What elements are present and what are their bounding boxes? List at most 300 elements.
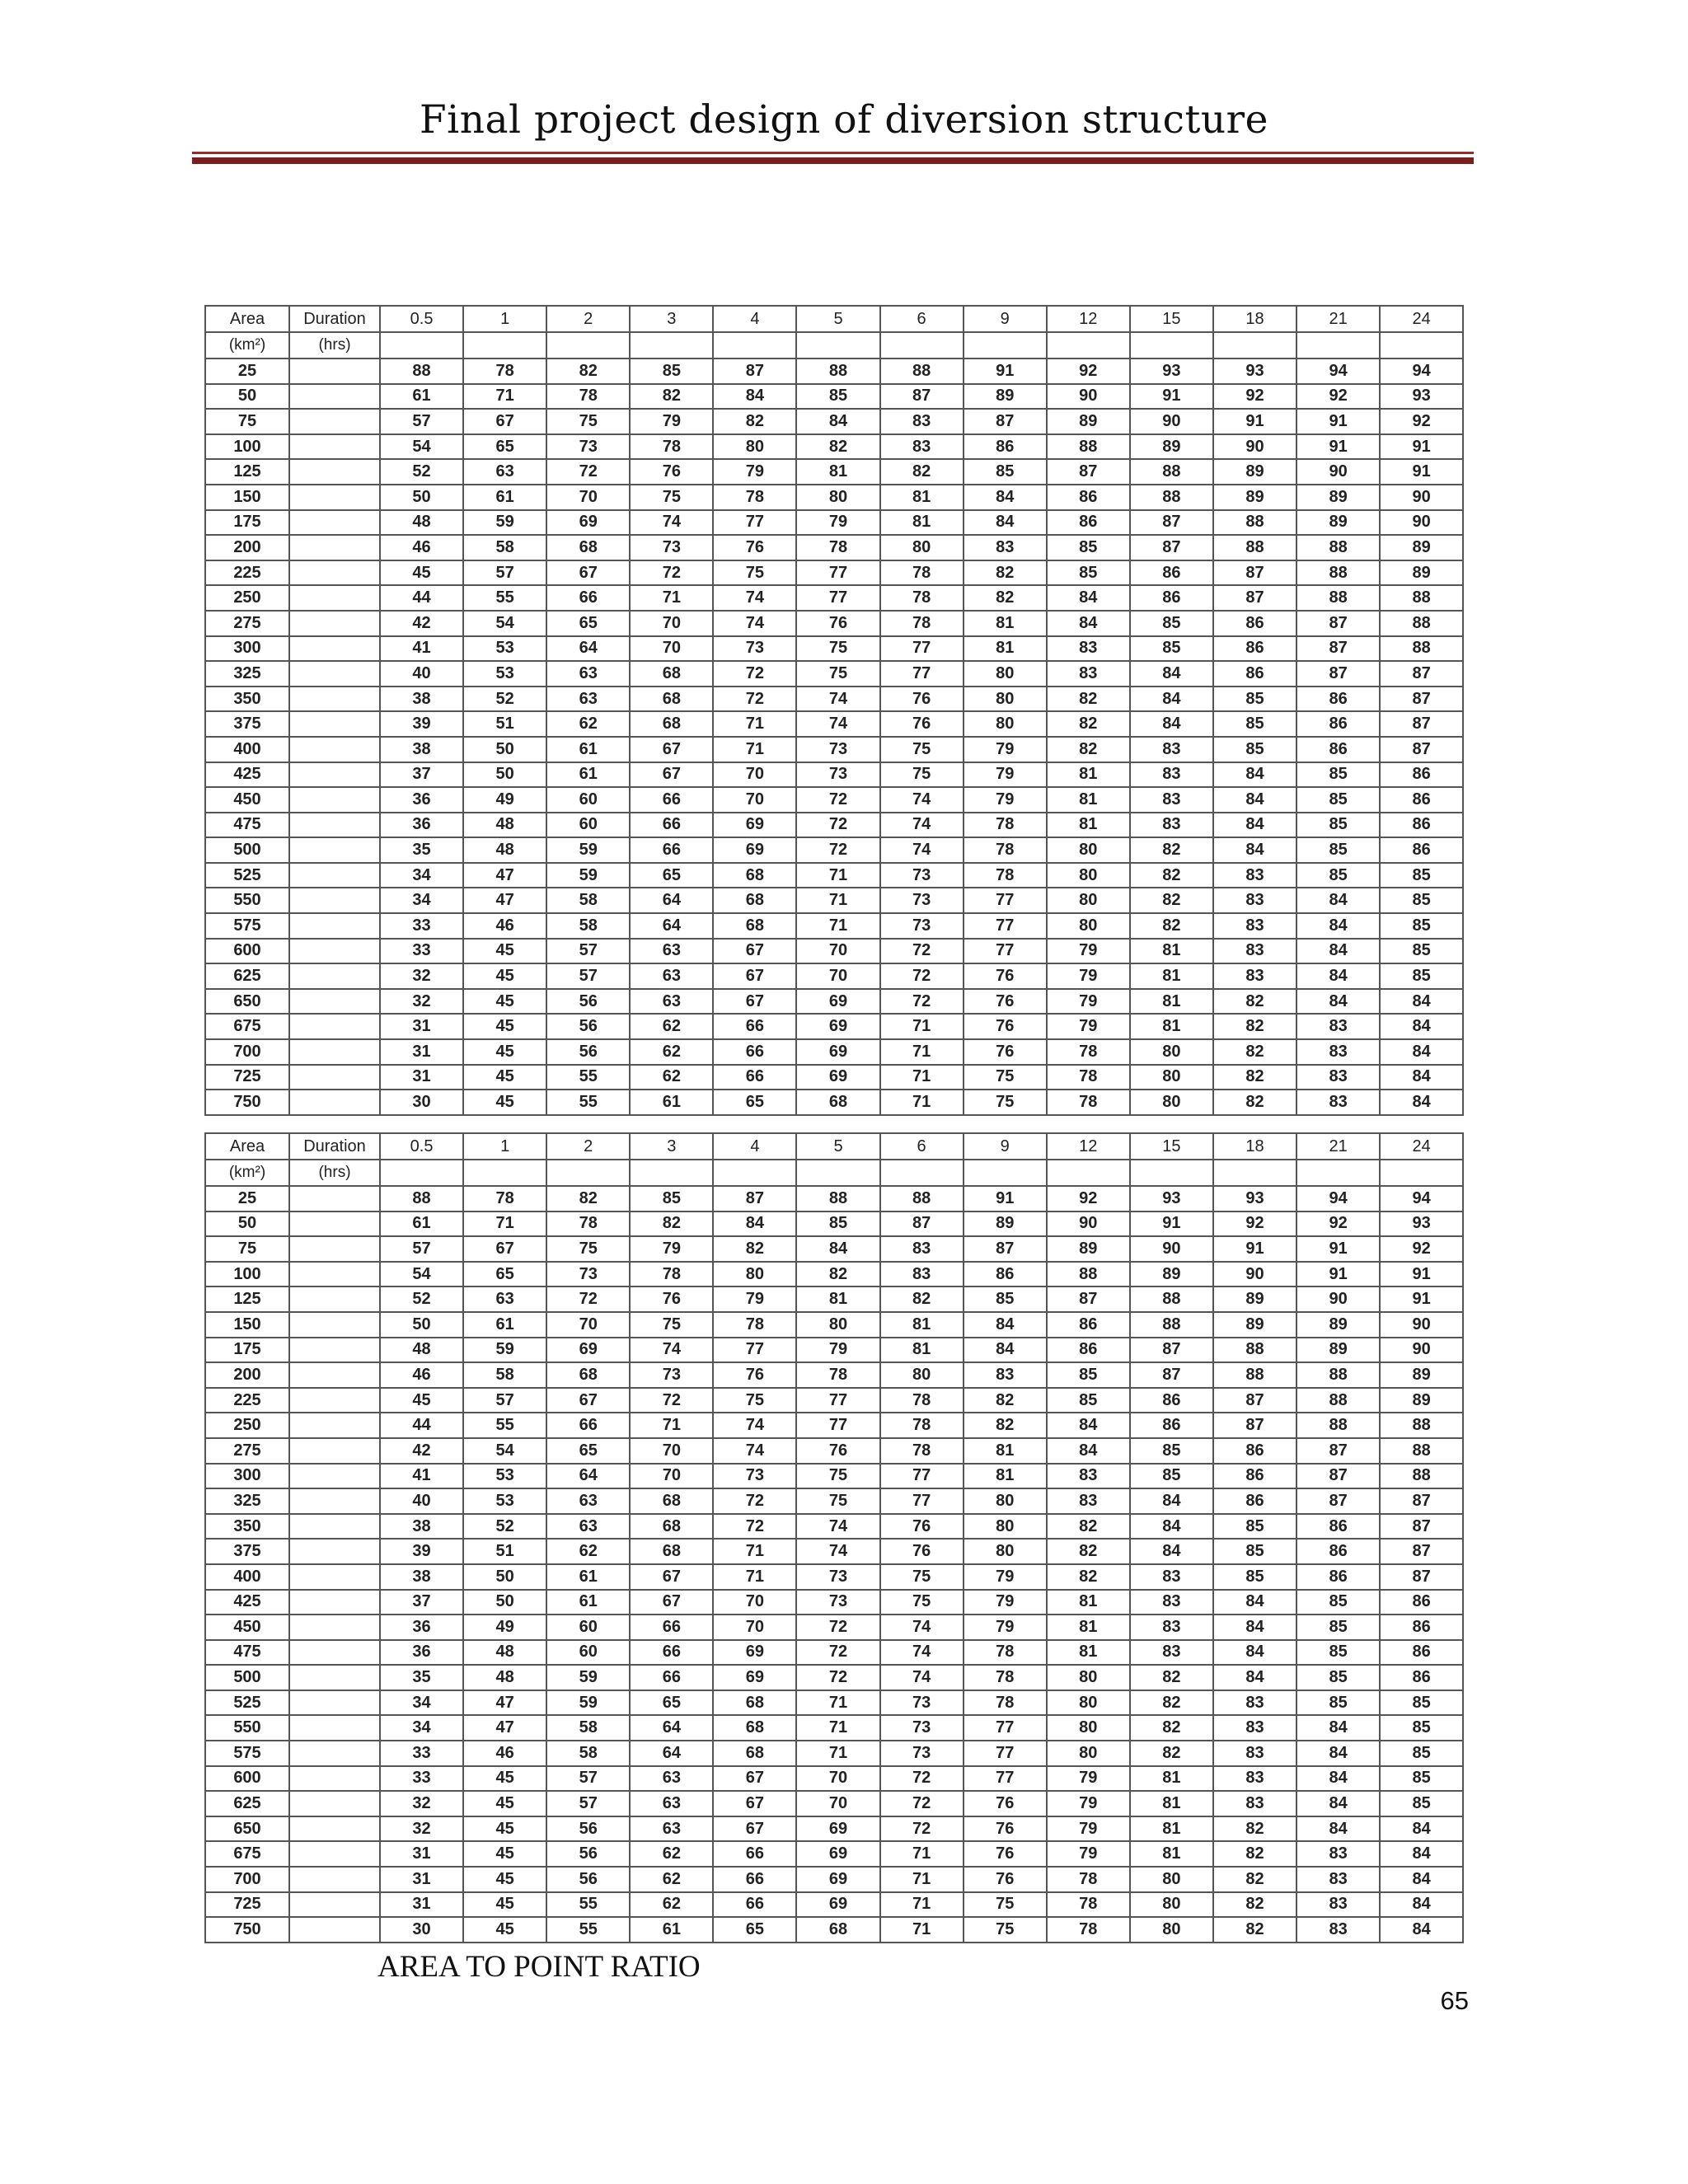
empty-cell	[289, 989, 380, 1015]
ratio-cell: 91	[1130, 1212, 1213, 1237]
ratio-cell: 83	[1130, 787, 1213, 813]
ratio-cell: 89	[1380, 1388, 1463, 1413]
ratio-cell: 86	[1130, 560, 1213, 586]
ratio-cell: 78	[463, 1186, 546, 1212]
ratio-cell: 80	[964, 1514, 1047, 1540]
ratio-cell: 45	[463, 1090, 546, 1115]
ratio-cell: 85	[1130, 636, 1213, 662]
ratio-cell: 38	[380, 687, 463, 712]
ratio-cell: 81	[1130, 989, 1213, 1015]
area-cell: 175	[205, 1338, 289, 1363]
ratio-cell: 44	[380, 585, 463, 611]
ratio-cell: 57	[463, 1388, 546, 1413]
table-row	[205, 762, 1463, 788]
ratio-cell: 78	[964, 1690, 1047, 1716]
ratio-cell: 72	[796, 813, 879, 838]
ratio-cell: 72	[630, 1388, 713, 1413]
ratio-cell: 86	[1047, 510, 1130, 536]
ratio-cell: 60	[546, 787, 630, 813]
ratio-cell: 78	[713, 1312, 796, 1338]
ratio-cell: 83	[1213, 1791, 1296, 1816]
ratio-cell: 53	[463, 636, 546, 662]
ratio-cell: 79	[964, 737, 1047, 762]
area-cell: 250	[205, 1413, 289, 1438]
ratio-cell: 79	[630, 1236, 713, 1262]
ratio-cell: 81	[1130, 1014, 1213, 1039]
ratio-cell: 87	[1213, 585, 1296, 611]
empty-cell	[630, 1160, 713, 1186]
ratio-cell: 68	[630, 1514, 713, 1540]
ratio-cell: 59	[546, 1665, 630, 1690]
empty-cell	[289, 1464, 380, 1489]
empty-cell	[289, 585, 380, 611]
ratio-cell: 86	[1380, 1615, 1463, 1640]
ratio-cell: 76	[880, 711, 964, 737]
ratio-cell: 58	[463, 535, 546, 560]
ratio-cell: 31	[380, 1841, 463, 1867]
ratio-cell: 86	[964, 1262, 1047, 1287]
ratio-cell: 71	[880, 1065, 964, 1090]
ratio-cell: 83	[1296, 1039, 1380, 1065]
ratio-cell: 66	[630, 787, 713, 813]
empty-cell	[1130, 1160, 1213, 1186]
ratio-cell: 71	[463, 384, 546, 410]
ratio-cell: 73	[796, 737, 879, 762]
ratio-cell: 63	[630, 1766, 713, 1792]
ratio-cell: 71	[796, 1715, 879, 1741]
ratio-cell: 79	[964, 1590, 1047, 1615]
empty-cell	[1380, 332, 1463, 359]
ratio-cell: 85	[1380, 863, 1463, 888]
ratio-cell: 66	[630, 1640, 713, 1666]
ratio-cell: 82	[1130, 837, 1213, 863]
ratio-cell: 67	[713, 963, 796, 989]
duration-column-header: 2	[546, 1133, 630, 1160]
ratio-cell: 84	[1130, 1539, 1213, 1564]
ratio-cell: 90	[1213, 434, 1296, 460]
ratio-cell: 64	[630, 888, 713, 913]
ratio-cell: 82	[880, 459, 964, 485]
ratio-cell: 35	[380, 837, 463, 863]
ratio-cell: 37	[380, 762, 463, 788]
ratio-cell: 88	[1213, 1338, 1296, 1363]
ratio-cell: 64	[546, 636, 630, 662]
ratio-cell: 38	[380, 1564, 463, 1590]
ratio-cell: 91	[964, 359, 1047, 384]
ratio-cell: 72	[630, 560, 713, 586]
ratio-cell: 84	[1296, 1791, 1380, 1816]
duration-column-header: 21	[1296, 1133, 1380, 1160]
ratio-cell: 56	[546, 1014, 630, 1039]
table-row	[205, 813, 1463, 838]
ratio-cell: 50	[463, 1590, 546, 1615]
empty-cell	[289, 837, 380, 863]
ratio-cell: 50	[463, 737, 546, 762]
ratio-cell: 80	[1130, 1917, 1213, 1943]
ratio-cell: 74	[713, 611, 796, 636]
ratio-cell: 71	[880, 1841, 964, 1867]
ratio-cell: 46	[463, 1741, 546, 1766]
ratio-cell: 81	[1130, 1841, 1213, 1867]
table-row	[205, 1615, 1463, 1640]
duration-column-header: 12	[1047, 1133, 1130, 1160]
area-cell: 175	[205, 510, 289, 536]
ratio-cell: 82	[1130, 863, 1213, 888]
ratio-cell: 81	[796, 1286, 879, 1312]
ratio-cell: 71	[880, 1917, 964, 1943]
ratio-cell: 77	[880, 636, 964, 662]
ratio-cell: 93	[1130, 359, 1213, 384]
area-cell: 275	[205, 1438, 289, 1464]
empty-cell	[289, 1841, 380, 1867]
ratio-cell: 83	[1213, 939, 1296, 964]
ratio-cell: 69	[713, 1640, 796, 1666]
ratio-cell: 80	[1130, 1892, 1213, 1918]
ratio-cell: 81	[1130, 1791, 1213, 1816]
ratio-cell: 89	[1213, 1312, 1296, 1338]
ratio-cell: 80	[713, 434, 796, 460]
ratio-cell: 61	[463, 1312, 546, 1338]
ratio-cell: 78	[964, 813, 1047, 838]
ratio-cell: 70	[713, 1590, 796, 1615]
ratio-cell: 86	[1296, 1564, 1380, 1590]
table-row	[205, 1841, 1463, 1867]
ratio-cell: 68	[713, 913, 796, 939]
ratio-cell: 80	[1047, 888, 1130, 913]
ratio-cell: 41	[380, 1464, 463, 1489]
ratio-cell: 45	[463, 939, 546, 964]
ratio-cell: 72	[880, 989, 964, 1015]
ratio-cell: 81	[1047, 762, 1130, 788]
ratio-cell: 89	[1130, 434, 1213, 460]
ratio-cell: 68	[796, 1090, 879, 1115]
ratio-cell: 80	[880, 535, 964, 560]
ratio-cell: 92	[1296, 384, 1380, 410]
empty-cell	[289, 1388, 380, 1413]
ratio-cell: 79	[630, 409, 713, 434]
ratio-cell: 75	[880, 762, 964, 788]
ratio-cell: 52	[380, 459, 463, 485]
ratio-cell: 77	[964, 913, 1047, 939]
table-row	[205, 1564, 1463, 1590]
ratio-cell: 88	[1213, 535, 1296, 560]
table-row	[205, 1413, 1463, 1438]
ratio-cell: 66	[630, 837, 713, 863]
empty-cell	[380, 1160, 463, 1186]
ratio-cell: 45	[463, 1816, 546, 1842]
ratio-cell: 36	[380, 1615, 463, 1640]
empty-cell	[289, 1665, 380, 1690]
area-cell: 600	[205, 1766, 289, 1792]
area-cell: 150	[205, 485, 289, 510]
area-cell: 425	[205, 1590, 289, 1615]
ratio-cell: 71	[796, 913, 879, 939]
empty-cell	[289, 1338, 380, 1363]
ratio-cell: 77	[713, 1338, 796, 1363]
ratio-cell: 75	[796, 1488, 879, 1514]
ratio-cell: 80	[1130, 1090, 1213, 1115]
ratio-cell: 75	[713, 1388, 796, 1413]
ratio-cell: 83	[1213, 913, 1296, 939]
ratio-cell: 73	[713, 636, 796, 662]
ratio-cell: 80	[1047, 837, 1130, 863]
ratio-cell: 91	[1296, 1236, 1380, 1262]
ratio-cell: 79	[1047, 1841, 1130, 1867]
ratio-cell: 46	[380, 1362, 463, 1388]
table-row	[205, 1388, 1463, 1413]
ratio-cell: 71	[796, 863, 879, 888]
ratio-cell: 65	[630, 863, 713, 888]
area-cell: 125	[205, 459, 289, 485]
ratio-cell: 85	[1047, 1362, 1130, 1388]
duration-header: Duration	[289, 1133, 380, 1160]
ratio-cell: 66	[630, 1615, 713, 1640]
area-cell: 425	[205, 762, 289, 788]
ratio-cell: 79	[1047, 1766, 1130, 1792]
ratio-cell: 79	[1047, 989, 1130, 1015]
ratio-cell: 53	[463, 1488, 546, 1514]
ratio-cell: 85	[1380, 888, 1463, 913]
ratio-cell: 90	[1380, 485, 1463, 510]
ratio-cell: 89	[964, 384, 1047, 410]
empty-cell	[289, 1413, 380, 1438]
duration-column-header: 9	[964, 1133, 1047, 1160]
ratio-cell: 67	[463, 1236, 546, 1262]
ratio-cell: 41	[380, 636, 463, 662]
ratio-cell: 91	[1380, 1286, 1463, 1312]
ratio-cell: 57	[380, 409, 463, 434]
ratio-cell: 52	[463, 687, 546, 712]
ratio-cell: 76	[964, 989, 1047, 1015]
empty-cell	[289, 963, 380, 989]
area-cell: 300	[205, 636, 289, 662]
ratio-cell: 83	[1296, 1065, 1380, 1090]
ratio-cell: 63	[630, 939, 713, 964]
ratio-cell: 86	[1380, 1640, 1463, 1666]
table-row	[205, 485, 1463, 510]
table-row	[205, 560, 1463, 586]
ratio-cell: 94	[1296, 1186, 1380, 1212]
area-cell: 650	[205, 1816, 289, 1842]
area-cell: 325	[205, 1488, 289, 1514]
ratio-cell: 75	[964, 1065, 1047, 1090]
ratio-cell: 84	[1213, 1665, 1296, 1690]
header-rule-thick	[192, 157, 1474, 164]
ratio-cell: 87	[880, 384, 964, 410]
ratio-cell: 71	[713, 737, 796, 762]
empty-cell	[289, 1488, 380, 1514]
ratio-cell: 51	[463, 1539, 546, 1564]
ratio-cell: 91	[1130, 384, 1213, 410]
ratio-cell: 83	[1130, 813, 1213, 838]
ratio-cell: 84	[1130, 687, 1213, 712]
ratio-cell: 57	[546, 1791, 630, 1816]
area-cell: 300	[205, 1464, 289, 1489]
area-cell: 475	[205, 1640, 289, 1666]
area-cell: 50	[205, 384, 289, 410]
ratio-cell: 91	[1380, 434, 1463, 460]
ratio-cell: 76	[880, 1539, 964, 1564]
empty-cell	[880, 1160, 964, 1186]
ratio-cell: 64	[630, 913, 713, 939]
ratio-cell: 66	[713, 1039, 796, 1065]
ratio-cell: 82	[1130, 888, 1213, 913]
ratio-cell: 57	[546, 939, 630, 964]
ratio-cell: 71	[880, 1892, 964, 1918]
ratio-cell: 89	[1380, 560, 1463, 586]
ratio-cell: 71	[630, 1413, 713, 1438]
ratio-cell: 45	[380, 560, 463, 586]
ratio-cell: 86	[1380, 1665, 1463, 1690]
table-row	[205, 963, 1463, 989]
ratio-cell: 50	[380, 485, 463, 510]
ratio-cell: 77	[964, 888, 1047, 913]
area-cell: 525	[205, 1690, 289, 1716]
ratio-cell: 86	[1380, 813, 1463, 838]
ratio-cell: 47	[463, 1690, 546, 1716]
ratio-cell: 46	[380, 535, 463, 560]
ratio-cell: 65	[713, 1090, 796, 1115]
ratio-cell: 77	[880, 1464, 964, 1489]
ratio-cell: 79	[1047, 963, 1130, 989]
ratio-cell: 94	[1296, 359, 1380, 384]
area-cell: 450	[205, 1615, 289, 1640]
ratio-cell: 82	[964, 1388, 1047, 1413]
ratio-cell: 74	[880, 1665, 964, 1690]
ratio-cell: 83	[1213, 963, 1296, 989]
ratio-cell: 74	[713, 1413, 796, 1438]
duration-column-header: 1	[463, 306, 546, 332]
empty-cell	[289, 459, 380, 485]
ratio-cell: 83	[1130, 1590, 1213, 1615]
ratio-cell: 87	[1380, 1564, 1463, 1590]
ratio-cell: 85	[964, 459, 1047, 485]
ratio-cell: 61	[380, 1212, 463, 1237]
ratio-cell: 79	[964, 1615, 1047, 1640]
table-row	[205, 1590, 1463, 1615]
ratio-cell: 86	[1047, 1312, 1130, 1338]
ratio-cell: 59	[463, 1338, 546, 1363]
ratio-cell: 48	[463, 1640, 546, 1666]
table-row	[205, 636, 1463, 662]
ratio-cell: 84	[1296, 963, 1380, 989]
ratio-cell: 72	[880, 939, 964, 964]
empty-cell	[289, 636, 380, 662]
ratio-cell: 85	[1213, 1514, 1296, 1540]
ratio-cell: 72	[546, 1286, 630, 1312]
ratio-cell: 89	[1380, 535, 1463, 560]
area-cell: 350	[205, 687, 289, 712]
ratio-cell: 89	[1047, 1236, 1130, 1262]
ratio-cell: 78	[1047, 1892, 1130, 1918]
ratio-cell: 88	[1130, 1312, 1213, 1338]
ratio-cell: 74	[880, 787, 964, 813]
ratio-cell: 56	[546, 1039, 630, 1065]
ratio-cell: 77	[796, 1388, 879, 1413]
ratio-cell: 79	[964, 1564, 1047, 1590]
ratio-cell: 87	[1296, 636, 1380, 662]
ratio-cell: 34	[380, 888, 463, 913]
table-row	[205, 1438, 1463, 1464]
ratio-cell: 68	[546, 1362, 630, 1388]
ratio-cell: 81	[1130, 963, 1213, 989]
empty-cell	[1296, 1160, 1380, 1186]
ratio-cell: 80	[964, 711, 1047, 737]
area-unit: (km²)	[205, 1160, 289, 1186]
ratio-cell: 83	[1130, 762, 1213, 788]
ratio-cell: 57	[380, 1236, 463, 1262]
ratio-cell: 55	[546, 1917, 630, 1943]
table-row	[205, 1065, 1463, 1090]
ratio-cell: 86	[1213, 661, 1296, 687]
ratio-cell: 90	[1047, 384, 1130, 410]
table-row	[205, 1665, 1463, 1690]
ratio-cell: 74	[713, 1438, 796, 1464]
ratio-cell: 66	[713, 1014, 796, 1039]
ratio-cell: 73	[880, 1741, 964, 1766]
ratio-cell: 82	[1213, 1841, 1296, 1867]
ratio-cell: 80	[1047, 1741, 1130, 1766]
table-row	[205, 989, 1463, 1015]
ratio-cell: 78	[880, 1438, 964, 1464]
area-cell: 350	[205, 1514, 289, 1540]
ratio-cell: 62	[630, 1039, 713, 1065]
table-row	[205, 1514, 1463, 1540]
ratio-cell: 72	[796, 837, 879, 863]
table-row	[205, 1791, 1463, 1816]
table-row	[205, 787, 1463, 813]
area-cell: 725	[205, 1065, 289, 1090]
ratio-cell: 82	[1130, 1715, 1213, 1741]
empty-cell	[1296, 332, 1380, 359]
ratio-cell: 61	[463, 485, 546, 510]
ratio-cell: 78	[713, 485, 796, 510]
area-cell: 25	[205, 1186, 289, 1212]
ratio-cell: 62	[630, 1892, 713, 1918]
ratio-cell: 42	[380, 1438, 463, 1464]
ratio-cell: 66	[630, 813, 713, 838]
ratio-cell: 83	[880, 1262, 964, 1287]
area-cell: 250	[205, 585, 289, 611]
duration-column-header: 18	[1213, 306, 1296, 332]
empty-cell	[1130, 332, 1213, 359]
empty-cell	[289, 384, 380, 410]
ratio-cell: 70	[713, 787, 796, 813]
ratio-cell: 90	[1380, 510, 1463, 536]
ratio-cell: 83	[1213, 1715, 1296, 1741]
ratio-cell: 92	[1213, 1212, 1296, 1237]
ratio-cell: 74	[880, 1640, 964, 1666]
table-row	[205, 384, 1463, 410]
ratio-cell: 83	[1213, 888, 1296, 913]
empty-cell	[964, 1160, 1047, 1186]
ratio-cell: 86	[1296, 687, 1380, 712]
duration-column-header: 4	[713, 1133, 796, 1160]
ratio-cell: 84	[1213, 1640, 1296, 1666]
ratio-cell: 82	[713, 409, 796, 434]
ratio-cell: 54	[463, 611, 546, 636]
ratio-cell: 84	[1380, 1090, 1463, 1115]
ratio-cell: 80	[880, 1362, 964, 1388]
ratio-cell: 83	[1296, 1917, 1380, 1943]
ratio-cell: 89	[1296, 1312, 1380, 1338]
ratio-cell: 78	[630, 434, 713, 460]
ratio-cell: 59	[546, 863, 630, 888]
ratio-cell: 68	[630, 687, 713, 712]
ratio-cell: 81	[1047, 813, 1130, 838]
table-row	[205, 1362, 1463, 1388]
ratio-cell: 74	[796, 1514, 879, 1540]
